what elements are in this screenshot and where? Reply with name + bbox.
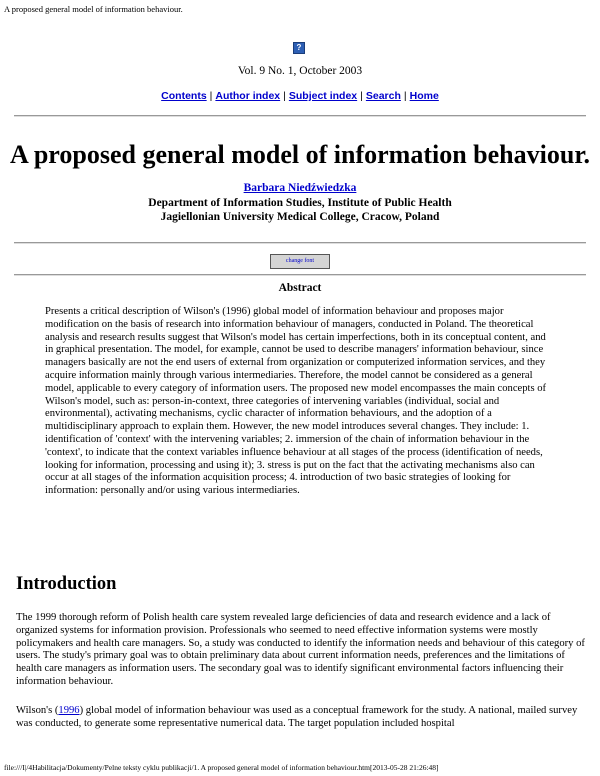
navigation-bar bbox=[0, 90, 600, 102]
author-link[interactable]: Barbara Niedźwiedzka bbox=[243, 182, 357, 194]
nav-separator: | bbox=[403, 90, 407, 102]
abstract-text: Presents a critical description of Wilson's (1996) global model of information behaviour and proposes major modification on the basis of research into information behaviour of managers, conducted in Poland. The theoretical analysis and research results suggest that Wilson's model has certain imperfections, both in its conceptual content, and in graphical presentation. The model, for example, cannot be used to describe managers' information behaviour, since managers basically are not the end users of external from organization or computerized information services, and they acquire information mainly through various intermediaries. Therefore, the model cannot be considered as a general model, applicable to every category of information users. The proposed new model encompasses the main concepts of Wilson's model, such as: person-in-context, three categories of intervening variables (individual, social and environmental), activating mechanisms, cyclic character of information behaviours, and the adoption of a multidisciplinary approach to explain them. However, the new model introduces several changes. They include: 1. identification of 'context' with the intervening variables; 2. immersion of the chain of information behaviour in the 'context', to indicate that the context variables influence behaviour at all stages of the process (identification of needs, looking for information, processing and using it); 3. stress is put on the fact that the activating mechanisms also can occur at all stages of the information acquisition process; 4. introduction of two basic strategies of looking for information: personally and/or using various intermediaries. bbox=[45, 306, 547, 497]
nav-search-link[interactable]: Search bbox=[365, 90, 401, 102]
abstract-heading: Abstract bbox=[278, 282, 322, 294]
para2-text-before: Wilson's ( bbox=[16, 705, 59, 716]
para2-text-after: ) global model of information behaviour was used as a conceptual framework for the study. A national, mailed survey was conducted, to generate some representative numerical data. The target population included hospital bbox=[16, 705, 578, 729]
nav-subject-index-link[interactable]: Subject index bbox=[288, 90, 358, 102]
nav-contents-link[interactable]: Contents bbox=[161, 90, 207, 102]
nav-author-index-link[interactable]: Author index bbox=[215, 90, 281, 102]
affiliation bbox=[0, 196, 600, 224]
nav-separator: | bbox=[360, 90, 363, 102]
divider bbox=[14, 242, 586, 244]
affiliation-line-2: Jagiellonian University Medical College, Cracow, Poland bbox=[160, 211, 440, 223]
help-icon[interactable]: ? bbox=[293, 42, 305, 54]
article-title: A proposed general model of information behaviour. bbox=[10, 140, 590, 169]
introduction-heading: Introduction bbox=[16, 574, 117, 594]
affiliation-line-1: Department of Information Studies, Institute of Public Health bbox=[148, 197, 452, 209]
divider bbox=[14, 274, 586, 276]
introduction-paragraph-1: The 1999 thorough reform of Polish health care system revealed large deficiencies of data and research evidence and a lack of organized systems for information provision. Professionals who seemed to need effective information systems were mostly policymakers and health care managers. So, a study was conducted to identify the information needs and behaviour of this category of users. The study's primary goal was to obtain preliminary data about current information needs, preferences and the limitations of health care managers as information users. The secondary goal was to identify significant environmental factors influencing their information behaviour. bbox=[16, 612, 585, 687]
nav-separator: | bbox=[283, 90, 286, 102]
divider bbox=[14, 115, 586, 117]
print-header: A proposed general model of information behaviour. bbox=[4, 4, 183, 14]
issue-info: Vol. 9 No. 1, October 2003 bbox=[237, 65, 363, 77]
nav-separator: | bbox=[209, 90, 213, 102]
change-font-button[interactable]: change font bbox=[270, 254, 330, 269]
introduction-paragraph-2 bbox=[16, 705, 585, 731]
author bbox=[0, 182, 600, 194]
citation-link-1996[interactable]: 1996 bbox=[58, 705, 80, 716]
nav-home-link[interactable]: Home bbox=[409, 90, 439, 102]
print-footer: file:///I|/4Habilitacja/Dokumenty/Pelne teksty cyklu publikacji/1. A proposed general model of information behaviour.htm[2013-05-28 21:26:48] bbox=[4, 763, 439, 772]
